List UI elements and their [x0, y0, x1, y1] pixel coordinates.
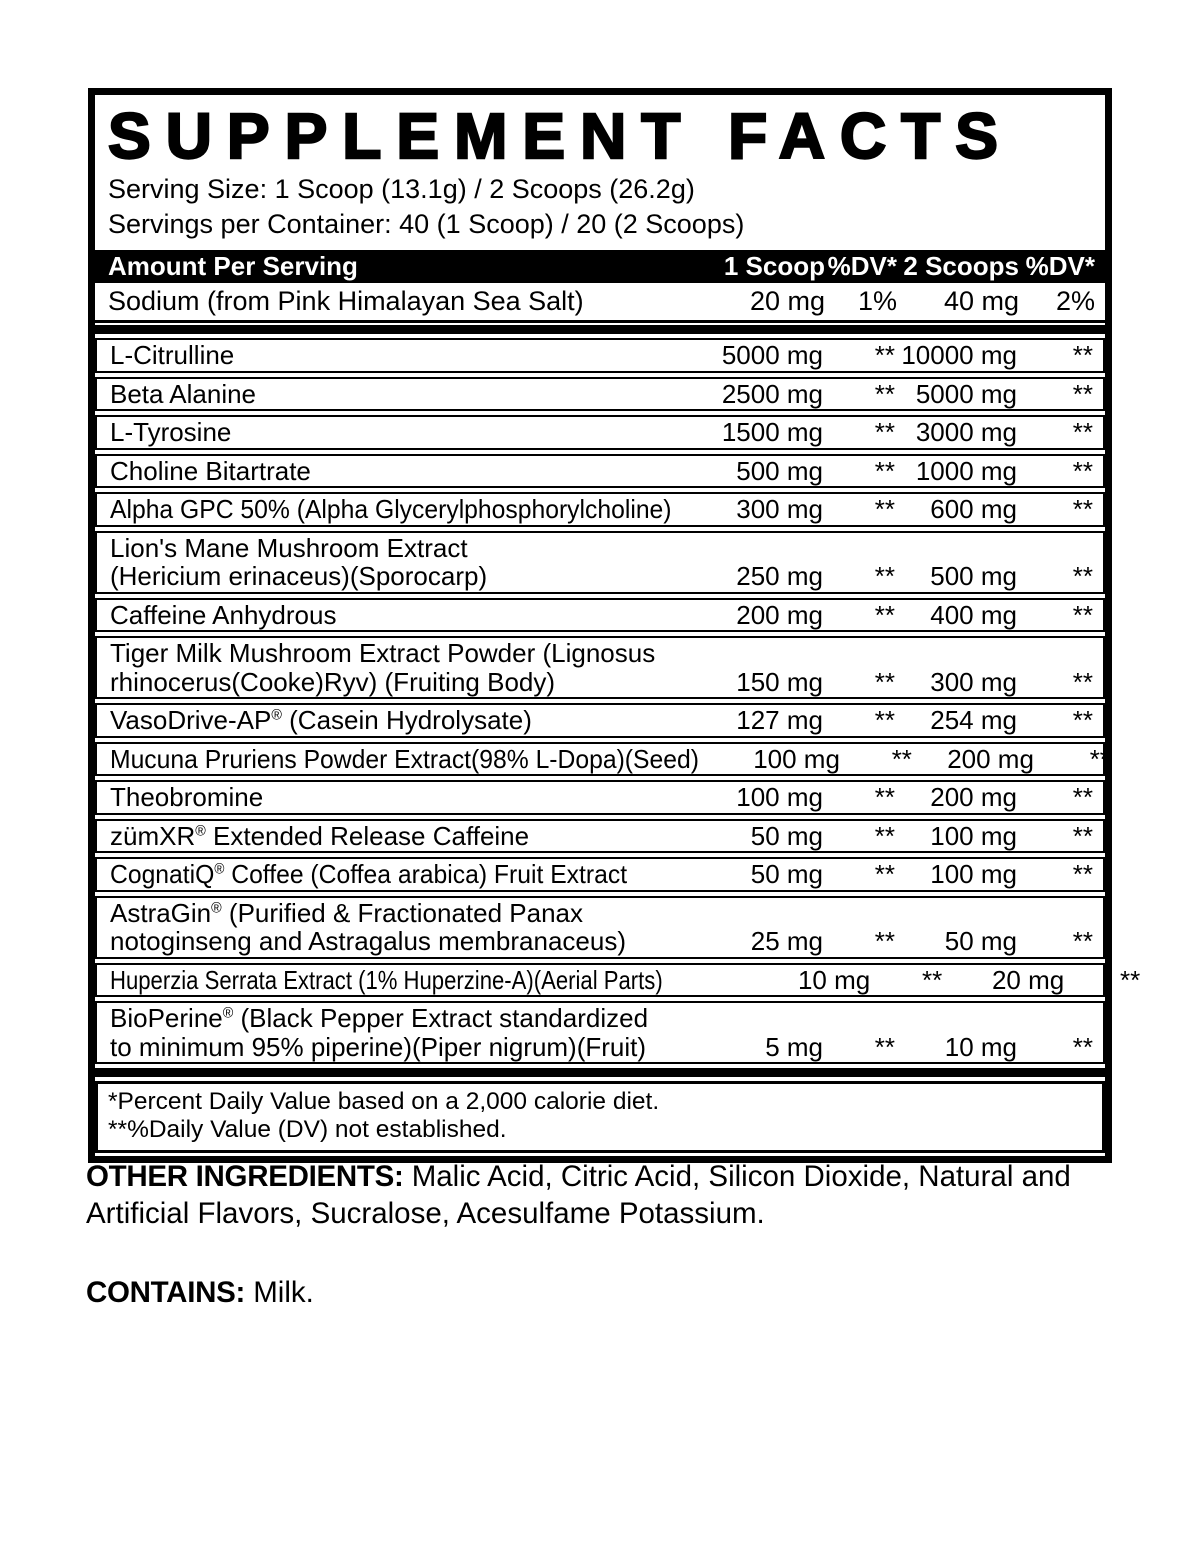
servings-per-container-line: Servings per Container: 40 (1 Scoop) / 20 (2 Scoops): [108, 209, 745, 239]
amount-per-serving-label: Amount Per Serving: [108, 251, 358, 281]
ingredient-dv-1scoop: **: [874, 494, 895, 524]
col-header-dv2: %DV*: [1025, 251, 1095, 281]
ingredient-amount-2scoops: 600 mg: [930, 494, 1017, 524]
ingredient-row: [95, 742, 1110, 777]
ingredient-dv-2scoops: **: [1072, 1031, 1093, 1062]
column-header-bar: [95, 250, 1105, 283]
panel-title: SUPPLEMENT FACTS: [108, 100, 1013, 172]
ingredient-name: VasoDrive-AP® (Casein Hydrolysate): [110, 705, 532, 735]
serving-size-line: Serving Size: 1 Scoop (13.1g) / 2 Scoops (26.2g): [108, 174, 695, 204]
ingredient-name: Beta Alanine: [110, 378, 257, 409]
ingredient-name: AstraGin® (Purified & Fractionated Panax notoginseng and Astragalus membranaceus): [110, 897, 626, 956]
ingredient-name: Huperzia Serrata Extract (1% Huperzine-A)(Aerial Parts): [110, 964, 663, 995]
ingredient-name: zümXR® Extended Release Caffeine: [110, 820, 530, 851]
ingredient-amount-2scoops: 10000 mg: [901, 340, 1017, 370]
ingredient-row: [95, 963, 1141, 998]
footnote-daily-value: *Percent Daily Value based on a 2,000 calorie diet.: [108, 1088, 660, 1115]
ingredient-amount-2scoops: 20 mg: [991, 964, 1065, 995]
ingredient-dv-1scoop: **: [874, 859, 895, 889]
ingredient-dv-2scoops: **: [1072, 705, 1093, 735]
ingredient-dv-1scoop: **: [874, 599, 895, 630]
sodium-row: [95, 283, 1105, 323]
ingredient-row: [95, 377, 1105, 412]
ingredient-dv-2scoops: **: [1072, 561, 1093, 591]
ingredient-name: CognatiQ® Coffee (Coffea arabica) Fruit Extract: [110, 859, 628, 889]
other-ingredients-line: [86, 1158, 1091, 1232]
contains-label: CONTAINS:: [86, 1276, 245, 1309]
ingredient-name: Lion's Mane Mushroom Extract (Hericium erinaceus)(Sporocarp): [110, 532, 488, 591]
ingredient-row: [95, 454, 1105, 489]
ingredient-amount-1scoop: 50 mg: [750, 859, 823, 889]
ingredient-dv-1scoop: **: [874, 820, 895, 851]
ingredient-amount-2scoops: 5000 mg: [915, 378, 1017, 409]
ingredient-dv-1scoop: **: [874, 455, 895, 486]
ingredient-amount-1scoop: 127 mg: [736, 705, 823, 735]
ingredient-amount-2scoops: 500 mg: [930, 561, 1017, 591]
ingredient-dv-2scoops: **: [1072, 599, 1093, 630]
ingredient-dv-2scoops: **: [1072, 455, 1093, 486]
sodium-dv-2scoops: 2%: [1055, 286, 1095, 316]
ingredient-dv-2scoops: **: [1072, 782, 1093, 812]
ingredient-amount-1scoop: 100 mg: [736, 782, 823, 812]
thick-divider-top: [95, 325, 1105, 334]
ingredient-amount-1scoop: 1500 mg: [721, 417, 823, 447]
ingredient-dv-1scoop: **: [874, 782, 895, 812]
ingredient-dv-1scoop: **: [874, 666, 895, 697]
thick-divider-bottom: [95, 1068, 1105, 1077]
ingredient-amount-1scoop: 300 mg: [736, 494, 823, 524]
ingredient-dv-2scoops: **: [1072, 417, 1093, 447]
ingredient-dv-2scoops: **: [1119, 964, 1141, 995]
ingredient-amount-2scoops: 200 mg: [947, 743, 1034, 774]
footnote-box: [95, 1081, 1105, 1153]
ingredient-amount-1scoop: 100 mg: [753, 743, 840, 774]
ingredient-row: [95, 338, 1105, 373]
ingredient-amount-2scoops: 50 mg: [944, 926, 1017, 956]
sodium-dv-1scoop: 1%: [857, 286, 897, 316]
ingredient-row: [95, 492, 1105, 527]
footnote-dv-not-established: **%Daily Value (DV) not established.: [108, 1116, 507, 1143]
ingredient-amount-2scoops: 1000 mg: [915, 455, 1017, 486]
ingredient-dv-1scoop: **: [874, 561, 895, 591]
ingredient-amount-2scoops: 300 mg: [930, 666, 1017, 697]
ingredient-amount-1scoop: 5 mg: [765, 1031, 823, 1062]
sodium-name: Sodium (from Pink Himalayan Sea Salt): [108, 286, 584, 316]
ingredient-amount-2scoops: 3000 mg: [915, 417, 1017, 447]
ingredient-amount-1scoop: 200 mg: [736, 599, 823, 630]
ingredient-name: Choline Bitartrate: [110, 455, 311, 486]
ingredient-amount-1scoop: 25 mg: [750, 926, 823, 956]
contains-line: [86, 1274, 1091, 1311]
ingredient-dv-2scoops: **: [1072, 340, 1093, 370]
serving-info: [95, 170, 1105, 250]
col-header-1scoop: 1 Scoop: [723, 251, 825, 281]
ingredient-dv-2scoops: **: [1072, 859, 1093, 889]
ingredient-dv-1scoop: **: [874, 705, 895, 735]
sodium-amount-1scoop: 20 mg: [749, 286, 825, 316]
ingredient-name: Mucuna Pruriens Powder Extract(98% L-Dopa)(Seed): [110, 743, 699, 774]
ingredient-dv-1scoop: **: [874, 340, 895, 370]
ingredient-amount-2scoops: 200 mg: [930, 782, 1017, 812]
ingredient-amount-1scoop: 150 mg: [736, 666, 823, 697]
ingredient-amount-1scoop: 5000 mg: [721, 340, 823, 370]
ingredient-amount-2scoops: 10 mg: [944, 1031, 1017, 1062]
ingredient-dv-1scoop: **: [874, 926, 895, 956]
other-ingredients-label: OTHER INGREDIENTS:: [86, 1160, 404, 1193]
ingredient-row: [95, 780, 1105, 815]
ingredient-dv-2scoops: **: [1072, 378, 1093, 409]
ingredient-amount-2scoops: 100 mg: [930, 820, 1017, 851]
ingredient-amount-1scoop: 10 mg: [797, 964, 871, 995]
ingredient-dv-1scoop: **: [874, 378, 895, 409]
other-ingredients-text: Malic Acid, Citric Acid, Silicon Dioxide, Natural and Artificial Flavors, Sucralose, Acesulfame Potassium.: [86, 1160, 1071, 1230]
col-header-dv1: %DV*: [827, 251, 897, 281]
ingredient-name: L-Tyrosine: [110, 417, 232, 447]
ingredient-row: [95, 857, 1105, 892]
ingredient-amount-1scoop: 500 mg: [736, 455, 823, 486]
ingredient-dv-1scoop: **: [874, 417, 895, 447]
ingredient-row: [95, 598, 1105, 633]
ingredient-dv-1scoop: **: [891, 743, 912, 774]
ingredient-row: [95, 636, 1105, 699]
ingredient-row: [95, 415, 1105, 450]
ingredient-amount-1scoop: 50 mg: [750, 820, 823, 851]
ingredient-dv-2scoops: **: [1072, 494, 1093, 524]
ingredient-name: Alpha GPC 50% (Alpha Glycerylphosphorylcholine): [110, 494, 672, 524]
ingredient-name: Caffeine Anhydrous: [110, 599, 337, 630]
ingredient-row: [95, 896, 1105, 959]
ingredient-dv-2scoops: **: [1089, 743, 1110, 774]
ingredient-row: [95, 819, 1105, 854]
ingredient-dv-2scoops: **: [1072, 666, 1093, 697]
ingredient-name: L-Citrulline: [110, 340, 235, 370]
ingredient-amount-1scoop: 250 mg: [736, 561, 823, 591]
ingredient-row: [95, 703, 1105, 738]
ingredient-amount-1scoop: 2500 mg: [721, 378, 823, 409]
col-header-2scoops: 2 Scoops: [903, 251, 1019, 281]
ingredient-name: Tiger Milk Mushroom Extract Powder (Lignosus rhinocerus(Cooke)Ryv) (Fruiting Body): [110, 638, 656, 697]
ingredient-dv-2scoops: **: [1072, 926, 1093, 956]
ingredient-row: [95, 1001, 1105, 1064]
ingredient-amount-2scoops: 100 mg: [930, 859, 1017, 889]
ingredient-dv-2scoops: **: [1072, 820, 1093, 851]
supplement-facts-panel: [88, 88, 1141, 1163]
ingredient-row: [95, 531, 1105, 594]
ingredient-amount-2scoops: 400 mg: [930, 599, 1017, 630]
ingredient-dv-1scoop: **: [874, 1031, 895, 1062]
ingredient-name: Theobromine: [110, 782, 264, 812]
below-panel-text: [86, 1158, 1091, 1311]
sodium-amount-2scoops: 40 mg: [943, 286, 1019, 316]
ingredient-rows: [95, 338, 1141, 1064]
ingredient-name: BioPerine® (Black Pepper Extract standardized to minimum 95% piperine)(Piper nigrum)(Fruit): [110, 1003, 649, 1062]
ingredient-dv-1scoop: **: [921, 964, 943, 995]
ingredient-amount-2scoops: 254 mg: [930, 705, 1017, 735]
contains-text: Milk.: [253, 1276, 314, 1309]
